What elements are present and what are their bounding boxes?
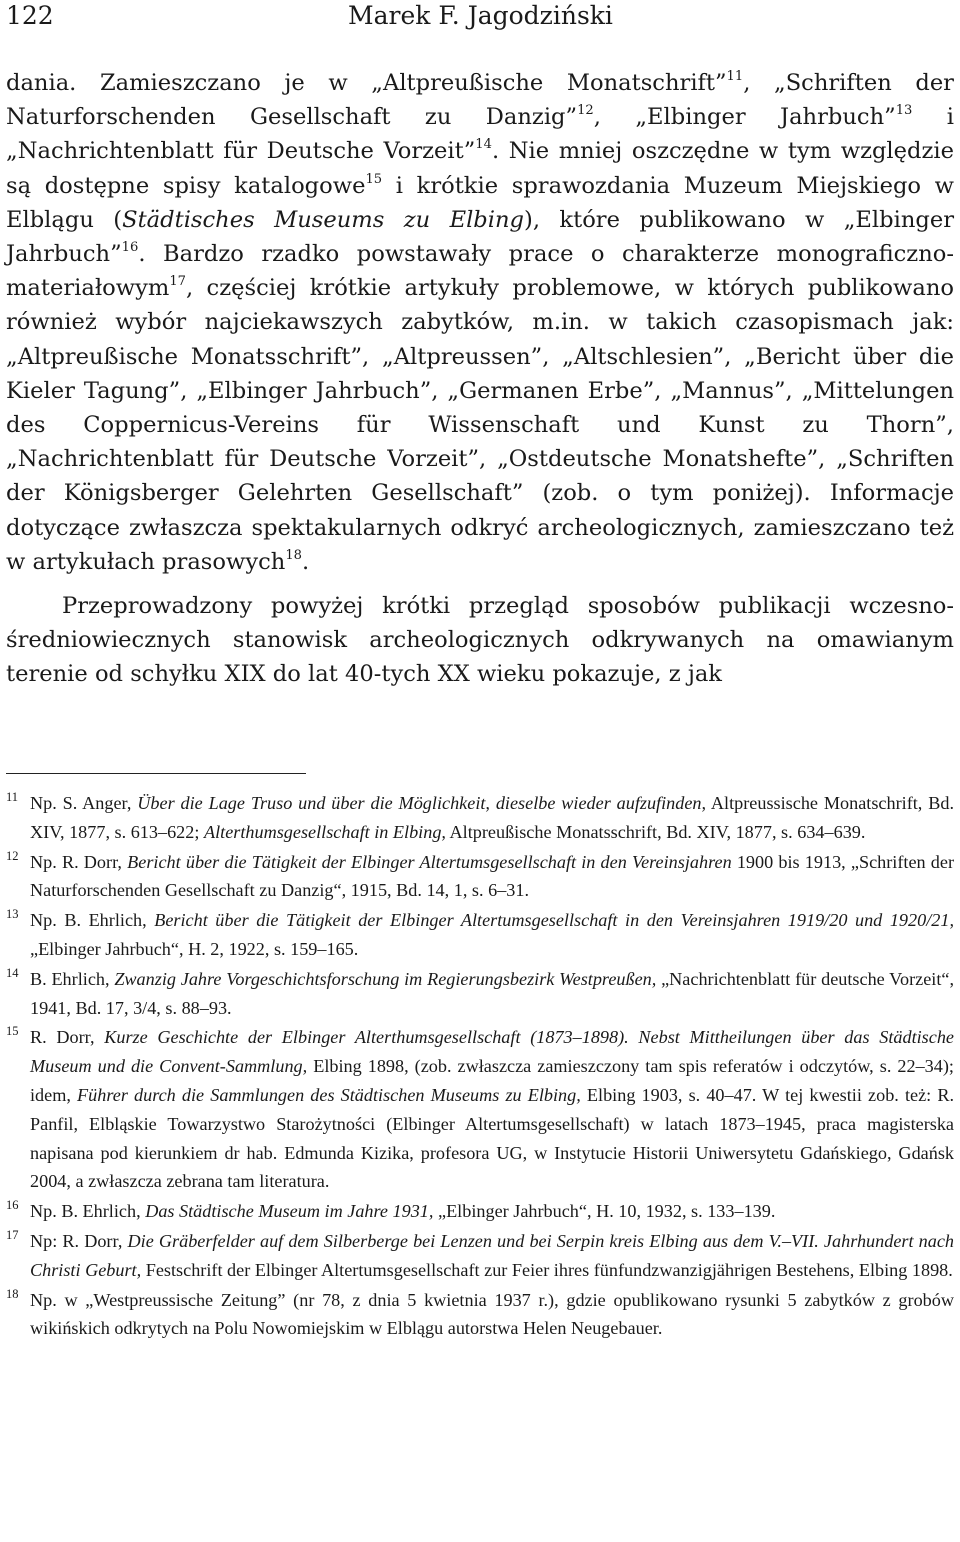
- footnote-number: 11: [6, 790, 19, 804]
- text-run: , częściej krótkie artykuły problemowe, w których publikowano również wybór najciekawszych zabytków, m.in. w takich czasopismach jak: „Altpreußische Monatsschrift”, „Altpreussen”, „Altschlesien”, „Bericht über die Kieler Tagung”, „Elbinger Jahrbuch”, „Germanen Erbe”, „Mannus”, „Mittelungen des Coppernicus-Vereins für Wissenschaft und Kunst zu Thorn”, „Nachrichtenblatt für Deutsche Vorzeit”, „Ostdeutsche Monatshefte”, „Schriften der Königsberger Gelehrten Gesellschaft” (zob. o tym poniżej). Informacje dotyczące zwłaszcza spektakularnych odkryć archeologicznych, zamieszczano też w artykułach prasowych: [6, 275, 954, 575]
- text-run: . Nie mniej oszczędne w tym względzie są dostępne spisy katalogowe: [6, 138, 954, 199]
- text-run: , „Elbinger Jahrbuch”: [593, 104, 896, 131]
- footnote-number: 15: [6, 1024, 19, 1039]
- italic-run: Kurze Geschichte der Elbinger Alterthumsgesellschaft (1873–1898). Nebst Mittheilungen über das Städtische Museum und die Convent-Sammlung,: [30, 1027, 954, 1077]
- text-run: Np. S. Anger,: [30, 793, 138, 813]
- footnote-13: [6, 906, 954, 964]
- footnote-number: 12: [6, 848, 19, 863]
- italic-run: Zwanzig Jahre Vorgeschichtsforschung im Regierungsbezirk Westpreußen,: [114, 968, 657, 989]
- footnote-number: 13: [6, 907, 19, 922]
- text-run: Np. w „Westpreussische Zeitung” (nr 78, z dnia 5 kwietnia 1937 r.), gdzie opublikowano rysunki 5 zabytków z grobów wikińskich odkrytych na Polu Nowomiejskim w Elblągu autorstwa Helen Neugebauer.: [30, 1289, 954, 1339]
- body-text: [6, 66, 954, 692]
- text-run: R. Dorr,: [30, 1027, 105, 1048]
- text-run: Np. B. Ehrlich,: [30, 910, 155, 931]
- text-run: „Elbinger Jahrbuch“, H. 2, 1922, s. 159–165.: [30, 938, 359, 959]
- text-run: i krótkie sprawozdania Muzeum Miejskiego w Elblągu (: [6, 172, 954, 233]
- footnote-15: [6, 1023, 954, 1196]
- paragraph-1: [6, 66, 954, 579]
- footnote-separator: [6, 773, 306, 774]
- text-run: Altpreussische Monatschrift, Bd. XIV, 1877, s. 613–622;: [30, 793, 954, 842]
- running-author: Marek F. Jagodziński: [348, 1, 613, 30]
- text-run: dania. Zamieszczano je w „Altpreußische Monatschrift”: [6, 70, 727, 96]
- footnote-ref-17[interactable]: 17: [169, 274, 186, 290]
- footnote-number: 18: [6, 1286, 19, 1301]
- text-run: ), które publikowano w „Elbinger Jahrbuch”: [6, 206, 955, 268]
- paragraph-2: Przeprowadzony powyżej krótki przegląd sposobów publikacji wczesnośredniowiecznych stanowisk archeologicznych odkrywanych na omawianym terenie od schyłku XIX do lat 40-tych XX wieku pokazuje, z jak: [6, 593, 954, 688]
- italic-run: Bericht über die Tätigkeit der Elbinger Altertumsgesellschaft in den Vereinsjahren 1919/20 und 1920/21,: [154, 910, 954, 931]
- footnote-14: [6, 965, 954, 1023]
- page-number: 122: [6, 1, 54, 30]
- footnote-ref-11[interactable]: 11: [726, 69, 744, 85]
- text-run: „Nachrichtenblatt für deutsche Vorzeit“, 1941, Bd. 17, 3/4, s. 88–93.: [30, 968, 954, 1018]
- italic-run: Über die Lage Truso und über die Möglichkeit, dieselbe wieder aufzufinden,: [137, 793, 707, 813]
- running-header: [6, 0, 954, 40]
- text-run: , „Schriften der Naturforschenden Gesellschaft zu Danzig”: [6, 70, 954, 131]
- text-run: Elbing 1903, s. 40–47. W tej kwestii zob. też: R. Panfil, Elbląskie Towarzystwo Starożytności (Elbinger Altertumsgesellschaft) w latach 1873–1945, praca magisterska napisana pod kierunkiem dr hab. Edmunda Kizika, profesora UG, w Instytucie Historii Uniwersytetu Gdańskiego, Gdańsk 2004, a zwłaszcza zebrana tam literatura.: [30, 1084, 955, 1192]
- footnote-17: [6, 1227, 954, 1285]
- italic-run: Führer durch die Sammlungen des Städtischen Museums zu Elbing,: [77, 1084, 581, 1105]
- text-run: Np: R. Dorr,: [30, 1230, 128, 1251]
- italic-run: Alterthumsgesellschaft in Elbing,: [203, 821, 446, 842]
- footnote-ref-12[interactable]: 12: [577, 103, 594, 119]
- italic-run: Die Gräberfelder auf dem Silberberge bei Lenzen und bei Serpin kreis Elbing aus dem V.–VII. Jahrhundert nach Christi Geburt,: [30, 1230, 954, 1280]
- footnote-18: [6, 1286, 954, 1344]
- text-run: Np. B. Ehrlich,: [30, 1201, 146, 1222]
- text-run: Np. R. Dorr,: [30, 851, 128, 872]
- footnote-16: [6, 1197, 954, 1226]
- text-run: .: [301, 548, 310, 575]
- footnote-ref-15[interactable]: 15: [365, 171, 383, 187]
- footnote-ref-16[interactable]: 16: [121, 240, 139, 256]
- footnote-ref-18[interactable]: 18: [285, 548, 302, 564]
- footnote-ref-14[interactable]: 14: [475, 137, 492, 153]
- italic-run: Das Städtische Museum im Jahre 1931,: [145, 1201, 434, 1222]
- text-run: Festschrift der Elbinger Altertumsgesellschaft zur Feier ihres fünfundzwanzigjährigen Bestehens, Elbing 1898.: [141, 1259, 953, 1280]
- footnote-12: [6, 848, 954, 906]
- text-run: B. Ehrlich,: [30, 968, 115, 989]
- footnote-number: 17: [6, 1227, 19, 1242]
- italic-run: Städtisches Museums zu Elbing: [122, 206, 525, 233]
- text-run: . Bardzo rzadko powstawały prace o charakterze monograficzno-materiałowym: [6, 241, 954, 302]
- footnote-number: 16: [6, 1198, 19, 1213]
- text-run: Elbing 1898, (zob. zwłaszcza zamieszczony tam spis referatów i odczytów, s. 22–34); idem,: [30, 1056, 954, 1105]
- footnote-11: [6, 789, 954, 847]
- text-run: i „Nachrichtenblatt für Deutsche Vorzeit”: [6, 104, 954, 165]
- text-run: „Elbinger Jahrbuch“, H. 10, 1932, s. 133–139.: [433, 1201, 776, 1222]
- footnotes: [6, 789, 954, 1344]
- italic-run: Bericht über die Tätigkeit der Elbinger Altertumsgesellschaft in den Vereinsjahren: [127, 851, 732, 872]
- footnote-number: 14: [6, 965, 19, 980]
- footnote-ref-13[interactable]: 13: [895, 103, 913, 119]
- text-run: 1900 bis 1913, „Schriften der Naturforschenden Gesellschaft zu Danzig“, 1915, Bd. 14, 1, s. 6–31.: [30, 851, 955, 901]
- text-run: Altpreußische Monatsschrift, Bd. XIV, 1877, s. 634–639.: [445, 821, 866, 842]
